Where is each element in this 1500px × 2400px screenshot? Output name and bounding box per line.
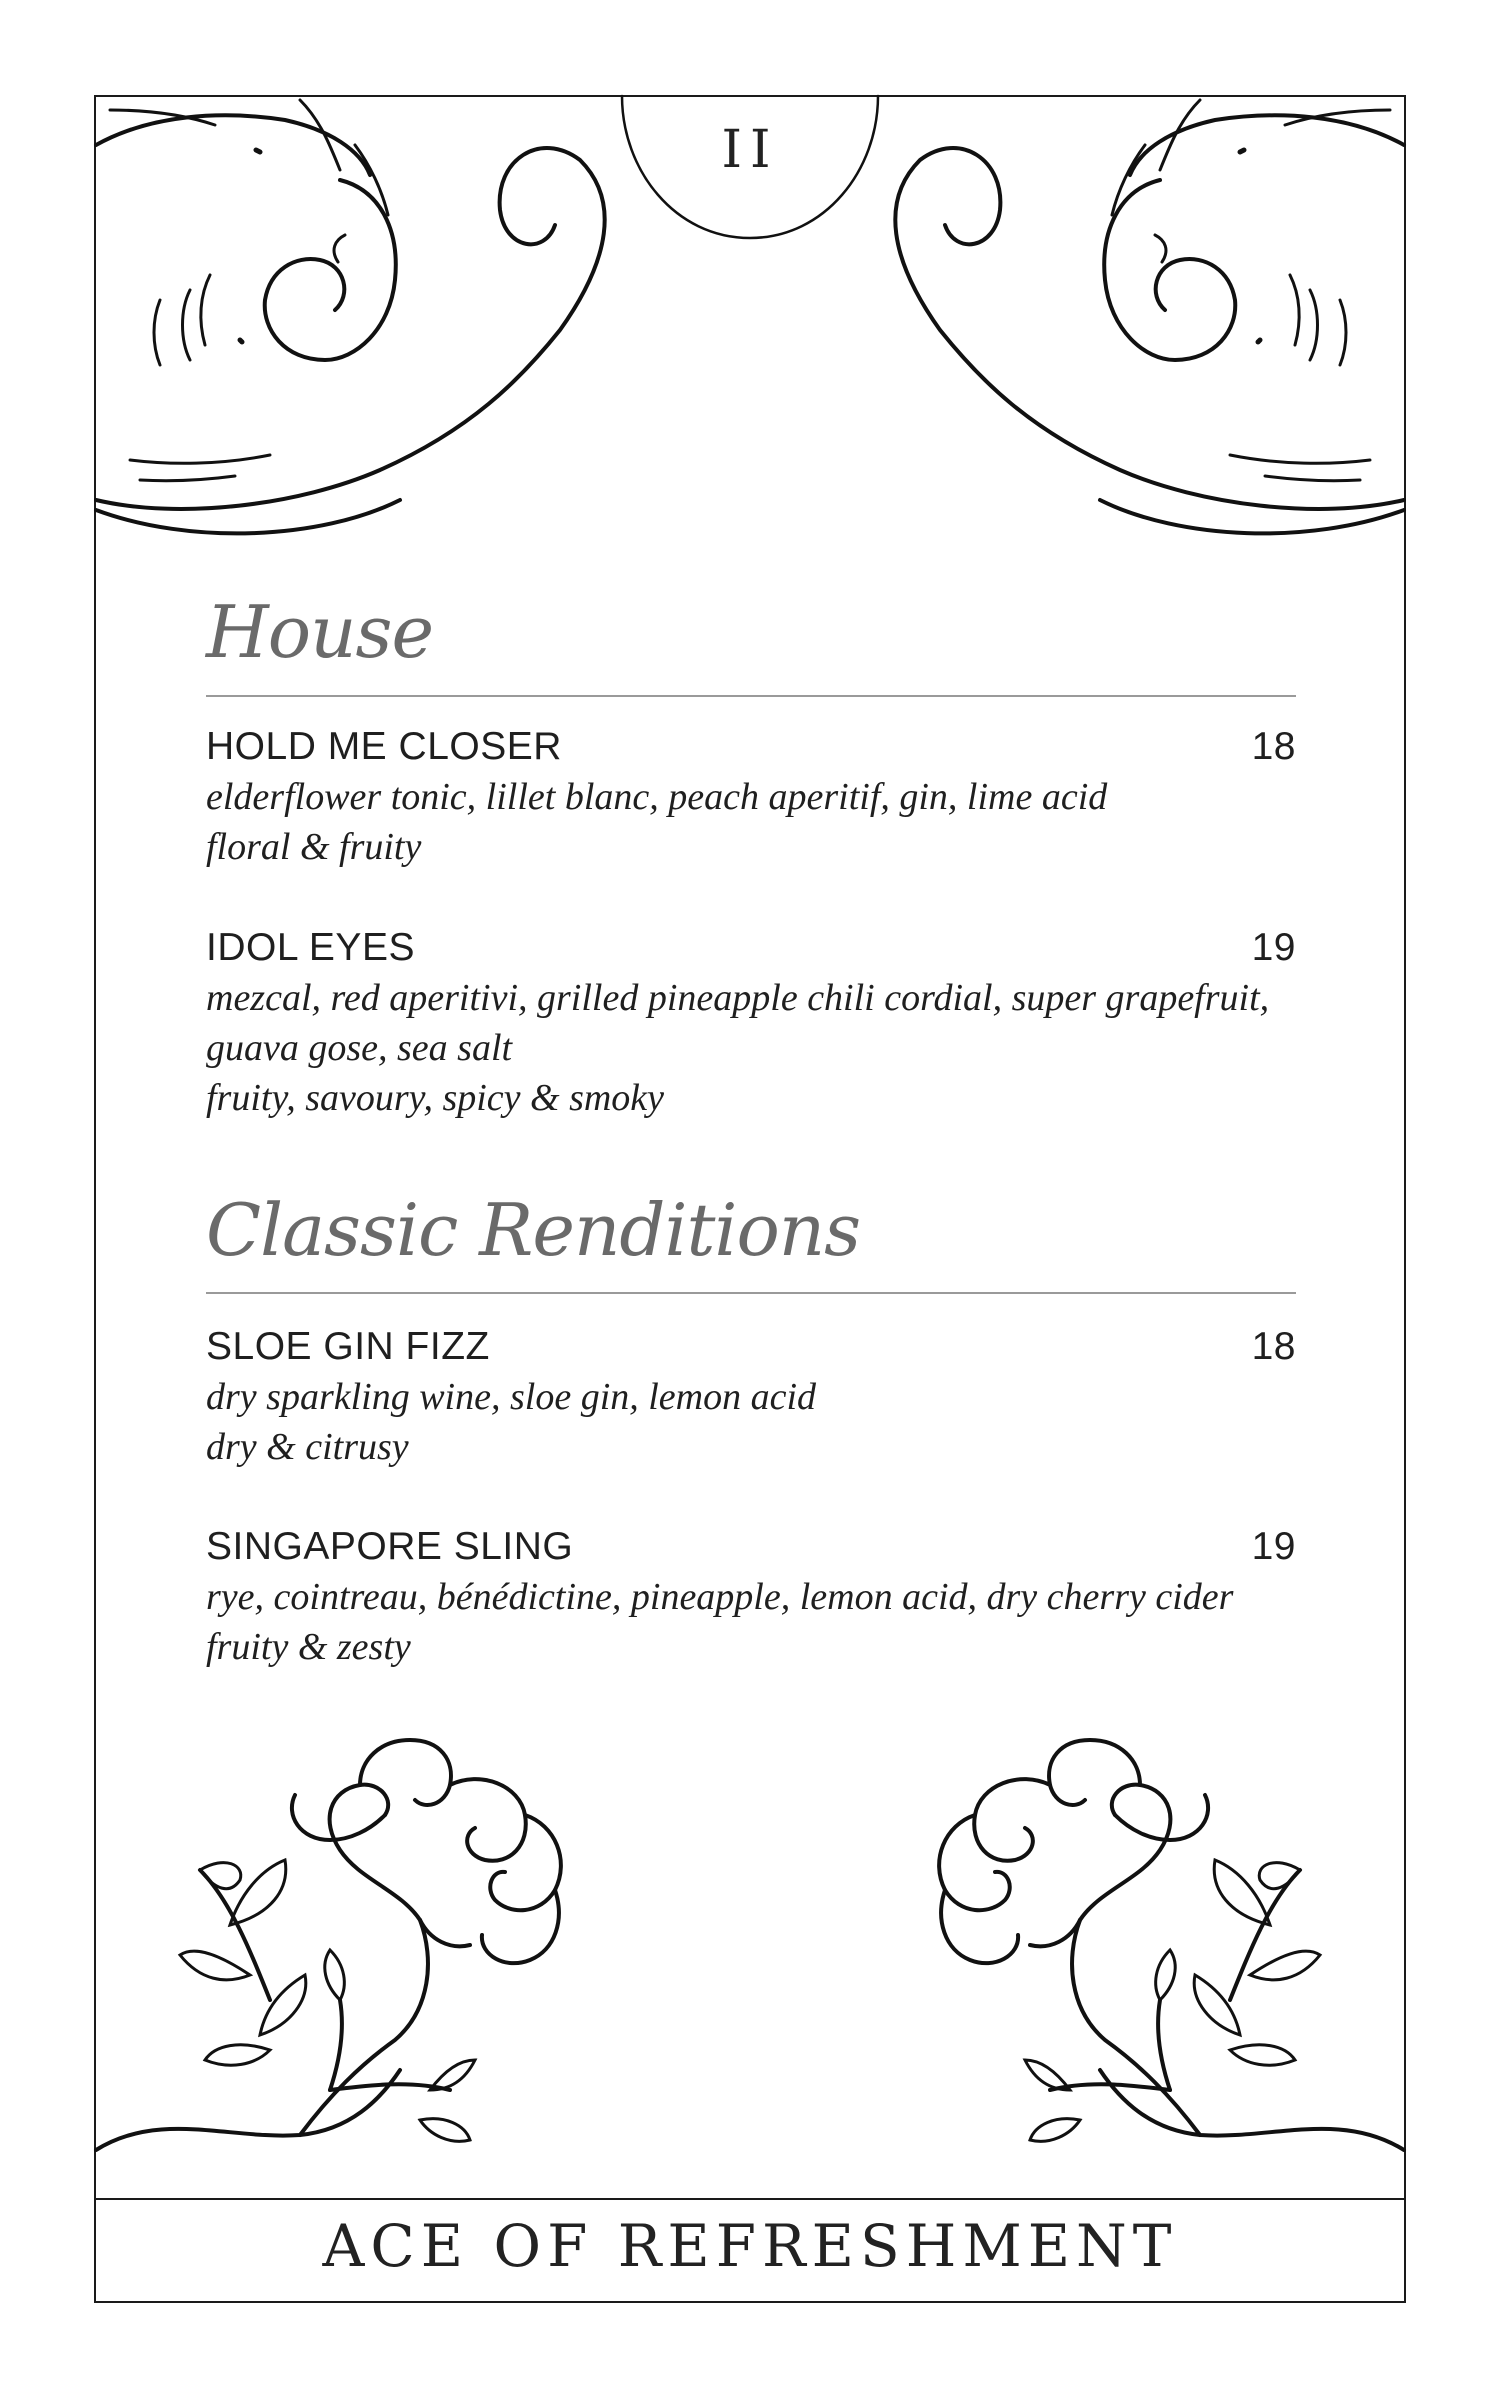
item-price: 19 bbox=[1251, 1525, 1296, 1568]
section-title-house: House bbox=[206, 590, 434, 674]
card-numeral: II bbox=[721, 120, 779, 180]
item-price: 18 bbox=[1251, 725, 1296, 768]
item-ingredients: mezcal, red aperitivi, grilled pineapple chili cordial, super grapefruit, bbox=[206, 977, 1270, 1019]
item-notes: dry & citrusy bbox=[206, 1426, 409, 1468]
item-name: IDOL EYES bbox=[206, 926, 415, 969]
item-notes: floral & fruity bbox=[206, 826, 422, 868]
item-price: 19 bbox=[1251, 926, 1296, 969]
item-ingredients-continued: guava gose, sea salt bbox=[206, 1027, 513, 1069]
menu-item-idol-eyes bbox=[206, 923, 1296, 1123]
item-notes: fruity, savoury, spicy & smoky bbox=[206, 1077, 665, 1119]
item-ingredients: rye, cointreau, bénédictine, pineapple, lemon acid, dry cherry cider bbox=[206, 1576, 1234, 1618]
bottom-right-flower-ornament bbox=[939, 1740, 1404, 2150]
item-name: HOLD ME CLOSER bbox=[206, 725, 562, 768]
item-notes: fruity & zesty bbox=[206, 1626, 411, 1668]
menu-item-singapore-sling bbox=[206, 1522, 1296, 1672]
menu-item-hold-me-closer bbox=[206, 722, 1296, 872]
item-price: 18 bbox=[1251, 1325, 1296, 1368]
card-footer-title: ACE OF REFRESHMENT bbox=[322, 2212, 1178, 2280]
section-divider bbox=[206, 1292, 1296, 1294]
item-name: SLOE GIN FIZZ bbox=[206, 1325, 490, 1368]
bottom-left-flower-ornament bbox=[96, 1740, 561, 2150]
menu-item-sloe-gin-fizz bbox=[206, 1322, 1296, 1472]
section-title-classic-renditions: Classic Renditions bbox=[206, 1188, 861, 1272]
footer-divider bbox=[96, 2198, 1404, 2200]
item-ingredients: elderflower tonic, lillet blanc, peach aperitif, gin, lime acid bbox=[206, 776, 1108, 818]
item-name: SINGAPORE SLING bbox=[206, 1525, 574, 1568]
section-divider bbox=[206, 695, 1296, 697]
top-right-swirl-ornament bbox=[895, 100, 1404, 533]
item-ingredients: dry sparkling wine, sloe gin, lemon acid bbox=[206, 1376, 817, 1418]
top-left-swirl-ornament bbox=[96, 100, 605, 533]
